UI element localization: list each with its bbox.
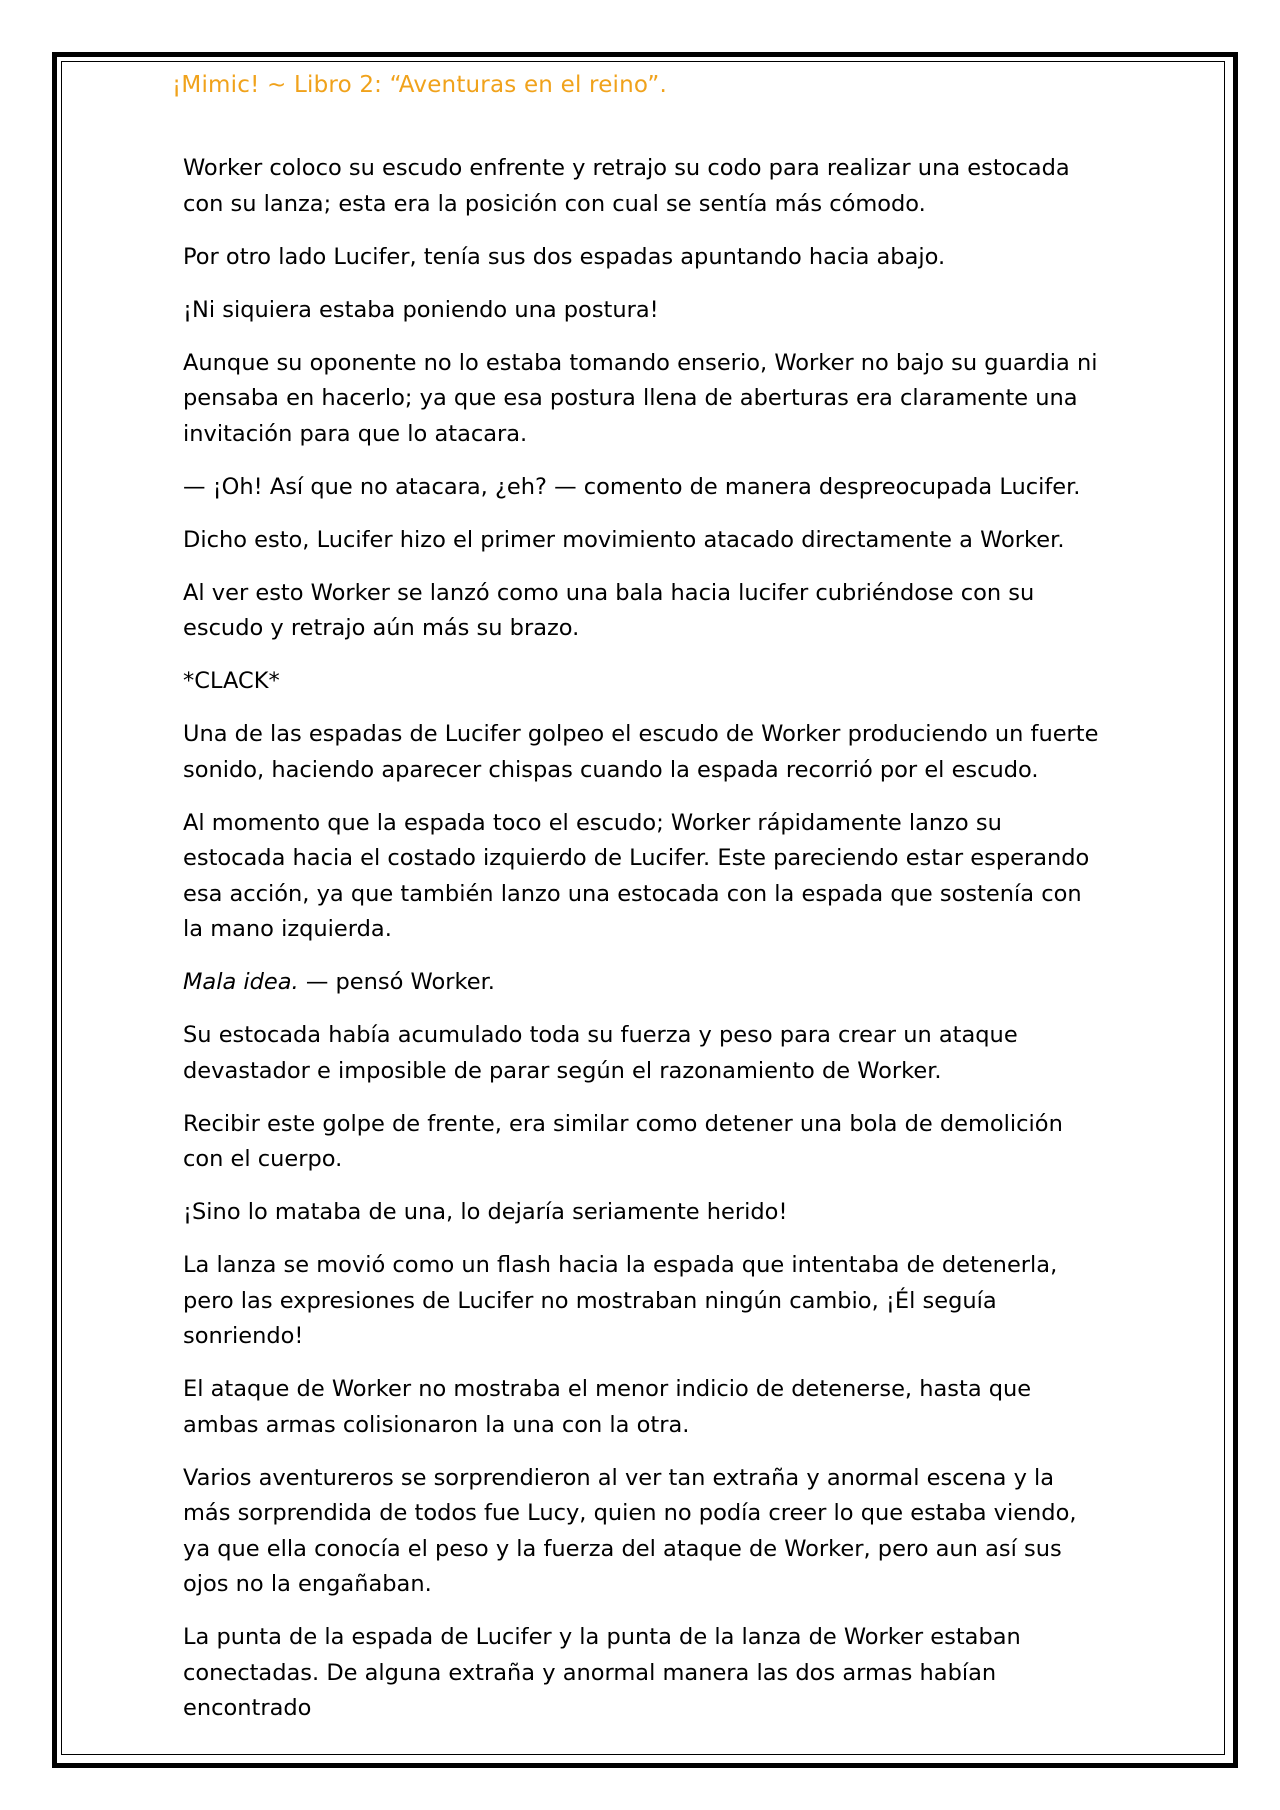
dialogue-paragraph: — ¡Oh! Así que no atacara, ¿eh? — comento de manera despreocupada Lucifer. <box>183 473 1081 500</box>
paragraph: Dicho esto, Lucifer hizo el primer movimiento atacado directamente a Worker. <box>183 526 1065 553</box>
thought-italic: Mala idea. <box>183 969 299 995</box>
running-header: ¡Mimic! ~ Libro 2: “Aventuras en el reino”. <box>172 72 667 98</box>
paragraph: Worker coloco su escudo enfrente y retrajo su codo para realizar una estocada con su lanza; esta era la posición con cual se sentía más cómodo. <box>183 155 1070 217</box>
paragraph: Al momento que la espada toco el escudo; Worker rápidamente lanzo su estocada hacia el costado izquierdo de Lucifer. Este pareciendo estar esperando esa acción, ya que también lanzo una estocada con la espada que sostenía con la mano izquierda. <box>183 809 1090 942</box>
paragraph: Aunque su oponente no lo estaba tomando enserio, Worker no bajo su guardia ni pensaba en hacerlo; ya que esa postura llena de aberturas era claramente una invitación para que lo atacara. <box>183 349 1098 447</box>
body-text <box>183 151 1103 1744</box>
paragraph: ¡Sino lo mataba de una, lo dejaría seriamente herido! <box>183 1199 788 1225</box>
sound-effect: *CLACK* <box>183 668 280 694</box>
paragraph: Por otro lado Lucifer, tenía sus dos espadas apuntando hacia abajo. <box>183 243 946 270</box>
paragraph: Su estocada había acumulado toda su fuerza y peso para crear un ataque devastador e imposible de parar según el razonamiento de Worker. <box>183 1022 1018 1084</box>
paragraph: Varios aventureros se sorprendieron al ver tan extraña y anormal escena y la más sorprendida de todos fue Lucy, quien no podía creer lo que estaba viendo, ya que ella conocía el peso y la fuerza del ataque de Worker, pero aun así sus ojos no la engañaban. <box>183 1464 1077 1597</box>
paragraph: Al ver esto Worker se lanzó como una bala hacia lucifer cubriéndose con su escudo y retrajo aún más su brazo. <box>183 579 1035 641</box>
paragraph: La punta de la espada de Lucifer y la punta de la lanza de Worker estaban conectadas. De alguna extraña y anormal manera las dos armas habían encontrado <box>183 1624 1021 1721</box>
paragraph: ¡Ni siquiera estaba poniendo una postura! <box>183 296 659 323</box>
thought-paragraph <box>183 965 1103 1001</box>
paragraph: La lanza se movió como un flash hacia la espada que intentaba de detenerla, pero las expresiones de Lucifer no mostraban ningún cambio, ¡Él seguía sonriendo! <box>183 1252 1058 1349</box>
paragraph: Una de las espadas de Lucifer golpeo el escudo de Worker produciendo un fuerte sonido, haciendo aparecer chispas cuando la espada recorrió por el escudo. <box>183 721 1099 783</box>
thought-rest: — pensó Worker. <box>298 969 495 995</box>
paragraph: El ataque de Worker no mostraba el menor indicio de detenerse, hasta que ambas armas colisionaron la una con la otra. <box>183 1376 1032 1438</box>
paragraph: Recibir este golpe de frente, era similar como detener una bola de demolición con el cuerpo. <box>183 1110 1063 1172</box>
